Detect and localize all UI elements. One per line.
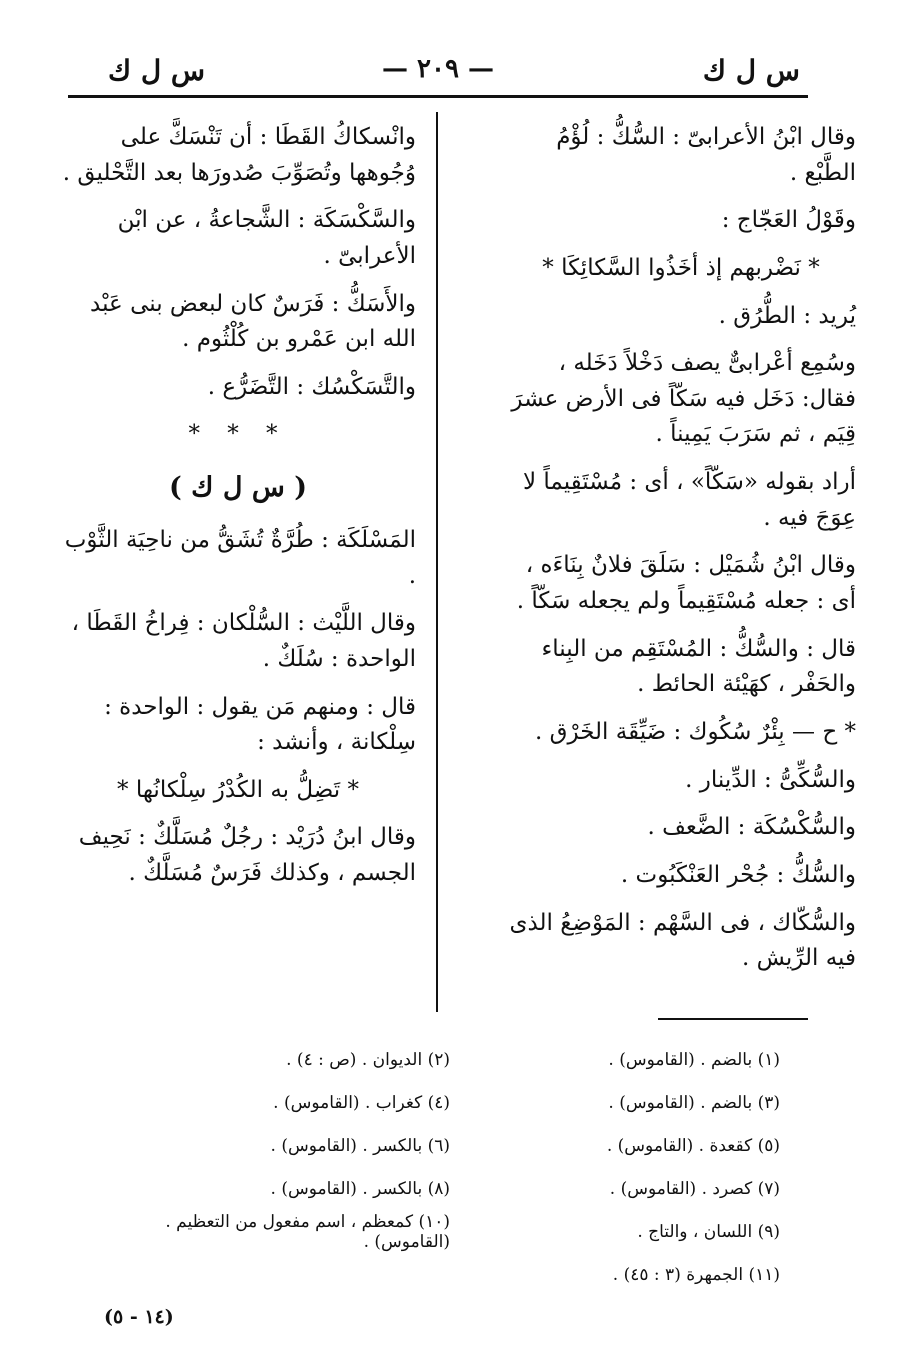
header-root-right: س ل ك xyxy=(702,54,800,87)
paragraph: وقال اللَّيْث : السُّلْكان : فِراخُ القَطَا ، الواحدة : سُلَكٌ . xyxy=(71,610,416,672)
header-rule xyxy=(68,95,808,98)
paragraph: وقال ابْنُ الأعرابىّ : السُّكُّ : لُؤْمُ الطَّبْع . xyxy=(556,124,856,186)
header-root-left: س ل ك xyxy=(108,54,206,87)
footnote: (١٠) كمعظم ، اسم مفعول من التعظيم . (القاموس) . xyxy=(165,1211,450,1252)
footnote-row xyxy=(120,1167,780,1210)
paragraph: قال : والسُّكُّ : المُسْتَقِم من البِناء والحَفْر ، كهَيْئة الحائط . xyxy=(541,635,856,698)
paragraph: والسُّكُّ : جُحْر العَنْكَبُوت . xyxy=(620,861,856,888)
column-divider xyxy=(436,112,438,1012)
paragraph: والسُّكِّىُّ : الدِّينار . xyxy=(685,766,856,793)
page-number: — ٢٠٩ — xyxy=(381,54,495,84)
footnote-row xyxy=(120,1038,780,1081)
footnote: (٤) كغراب . (القاموس) . xyxy=(273,1092,450,1113)
footnote-row xyxy=(120,1124,780,1167)
right-column xyxy=(506,120,856,989)
paragraph: يُريد : الطُّرُق . xyxy=(718,302,856,329)
footnote: (٦) بالكسر . (القاموس) . xyxy=(270,1135,450,1156)
footnote: (٣) بالضم . (القاموس) . xyxy=(608,1092,780,1113)
paragraph: * ح — بِئْرٌ سُكُوك : ضَيِّقَة الخَرْق . xyxy=(535,718,856,745)
paragraph: وانْسكاكُ القَطَا : أن تَنْسَكَّ على وُجُوهها وتُصَوِّبَ صُدورَها بعد التَّحْليق . xyxy=(62,124,416,186)
footnotes xyxy=(120,1038,780,1296)
footnote: (٢) الديوان . (ص : ٤) . xyxy=(286,1049,450,1070)
paragraph: أراد بقوله «سَكّاً» ، أى : مُسْتَقِيماً لا عِوَجَ فيه . xyxy=(522,469,856,531)
footnote: (٨) بالكسر . (القاموس) . xyxy=(270,1178,450,1199)
footnote-row xyxy=(120,1210,780,1253)
paragraph: وقال ابنُ دُرَيْد : رجُلٌ مُسَلَّكٌ : نَحِيف الجسم ، وكذلك فَرَسٌ مُسَلَّكٌ . xyxy=(78,824,416,887)
paragraph: وقال ابْنُ شُمَيْل : سَلَقَ فلانٌ بِنَاءَه ، أى : جعله مُسْتَقِيماً ولم يجعله سَكّاً . xyxy=(516,552,856,615)
paragraph: قال : ومنهم مَن يقول : الواحدة : سِلْكانة ، وأنشد : xyxy=(104,693,416,756)
paragraph: والتَّسَكْسُك : التَّضَرُّع . xyxy=(207,373,416,400)
footnote-row xyxy=(120,1081,780,1124)
footnote-rule xyxy=(658,1018,808,1020)
paragraph: والسُّكّاك ، فى السَّهْم : المَوْضِعُ الذى فيه الرِّيش . xyxy=(509,909,856,972)
footnote: (١) بالضم . (القاموس) . xyxy=(608,1049,780,1070)
paragraph: وسُمِع أعْرابىٌّ يصف دَخْلاً دَخَله ، فقال: دَخَل فيه سَكّاً فى الأرض عشرَ قِيَم ، ثم سَرَبَ يَمِيناً . xyxy=(511,350,856,448)
paragraph: والسُّكْسُكَة : الضَّعف . xyxy=(647,814,856,841)
paragraph: وقَوْلُ العَجّاج : xyxy=(721,207,856,234)
footnote-row xyxy=(120,1253,780,1296)
footnote: (٩) اللسان ، والتاج . xyxy=(637,1221,780,1242)
section-heading: ( س ل ك ) xyxy=(169,472,307,504)
verse: * نَضْربهم إذ أخَذُوا السَّكائِكَا * xyxy=(542,254,820,281)
left-column xyxy=(60,120,416,904)
paragraph: والسَّكْسَكَة : الشَّجاعةُ ، عن ابْن الأعرابىّ . xyxy=(117,207,416,269)
printer-signature: (١٤ - ٥) xyxy=(104,1306,174,1328)
paragraph: المَسْلَكَة : طُرَّةٌ تُشَقُّ من ناحِيَة الثَّوْب . xyxy=(64,526,416,589)
footnote: (٧) كصرد . (القاموس) . xyxy=(609,1178,780,1199)
paragraph: والأَسَكُّ : فَرَسٌ كان لبعض بنى عَبْد الله ابن عَمْرو بن كُلْثُوم . xyxy=(90,290,416,353)
footnote: (٥) كقعدة . (القاموس) . xyxy=(606,1135,780,1156)
section-separator: * * * xyxy=(188,421,288,448)
verse: * تَضِلُّ به الكُدْرُ سِلْكانُها * xyxy=(117,776,359,803)
page-header xyxy=(68,50,808,94)
footnote: (١١) الجمهرة (٣ : ٤٥) . xyxy=(612,1264,780,1285)
